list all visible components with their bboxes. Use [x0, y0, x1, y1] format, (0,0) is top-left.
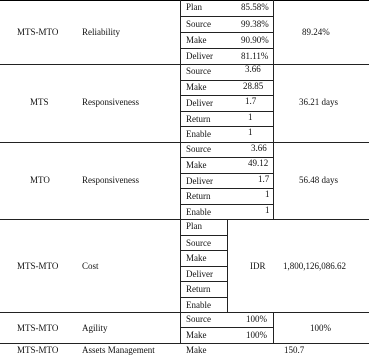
- process-cell: Return: [186, 284, 211, 294]
- attribute-cell: Responsiveness: [82, 175, 139, 185]
- value-cell: 99.38%: [241, 19, 269, 29]
- process-cell: Plan: [186, 221, 203, 231]
- process-cell: Return: [186, 114, 211, 124]
- type-cell: MTS-MTO: [17, 323, 59, 333]
- process-cell: Make: [186, 330, 207, 340]
- process-cell: Make: [186, 253, 207, 263]
- process-cell: Source: [186, 19, 211, 29]
- process-cell: Source: [186, 238, 211, 248]
- process-cell: Deliver: [186, 98, 213, 108]
- type-cell: MTO: [30, 175, 50, 185]
- process-cell: Make: [186, 160, 207, 170]
- attribute-cell: Responsiveness: [82, 97, 139, 107]
- attribute-cell: Agility: [82, 323, 108, 333]
- value-cell: 81.11%: [241, 51, 269, 61]
- total-cell: 150.7: [284, 345, 305, 355]
- process-cell: Deliver: [186, 51, 213, 61]
- process-cell: Make: [186, 345, 207, 355]
- process-cell: Enable: [186, 129, 211, 139]
- total-cell: 56.48 days: [299, 175, 338, 185]
- process-cell: Deliver: [186, 176, 213, 186]
- value-cell: 1.7: [258, 174, 270, 184]
- type-cell: MTS: [30, 97, 49, 107]
- process-cell: Enable: [186, 207, 211, 217]
- type-cell: MTS-MTO: [17, 261, 59, 271]
- attribute-cell: Reliability: [82, 27, 120, 37]
- value-cell: 1: [248, 112, 253, 122]
- attribute-cell: Assets Management: [82, 345, 155, 355]
- section-divider: [0, 142, 369, 143]
- attribute-cell: Cost: [82, 261, 99, 271]
- value-cell: 1: [248, 127, 253, 137]
- total-cell: 36.21 days: [299, 97, 338, 107]
- process-cell: Plan: [186, 2, 203, 12]
- value-cell: 100%: [246, 314, 267, 324]
- section-divider: [0, 64, 369, 65]
- process-cell: Source: [186, 314, 211, 324]
- value-cell: 3.66: [245, 64, 261, 74]
- process-cell: Enable: [186, 300, 211, 310]
- value-cell: 1: [265, 189, 270, 199]
- process-cell: Deliver: [186, 269, 213, 279]
- type-cell: MTS-MTO: [17, 345, 59, 355]
- section-divider: [0, 219, 369, 220]
- value-cell: 85.58%: [241, 2, 269, 12]
- value-cell: 1: [265, 205, 270, 215]
- type-cell: MTS-MTO: [17, 27, 59, 37]
- value-cell: 28.85: [243, 81, 264, 91]
- value-cell: 100%: [246, 330, 267, 340]
- value-cell: 1.7: [245, 96, 257, 106]
- value-cell: 49.12: [248, 158, 269, 168]
- section-divider: [0, 312, 369, 313]
- total-cell: 89.24%: [302, 27, 330, 37]
- table-top-border: [0, 0, 369, 1]
- total-cell: 100%: [310, 323, 331, 333]
- process-cell: Make: [186, 35, 207, 45]
- total-cell: 1,800,126,086.62: [283, 261, 346, 271]
- value-cell: 90.90%: [241, 35, 269, 45]
- value-cell: 3.66: [251, 143, 267, 153]
- currency-cell: IDR: [250, 261, 266, 271]
- process-cell: Make: [186, 82, 207, 92]
- process-cell: Source: [186, 66, 211, 76]
- process-cell: Source: [186, 144, 211, 154]
- process-cell: Return: [186, 191, 211, 201]
